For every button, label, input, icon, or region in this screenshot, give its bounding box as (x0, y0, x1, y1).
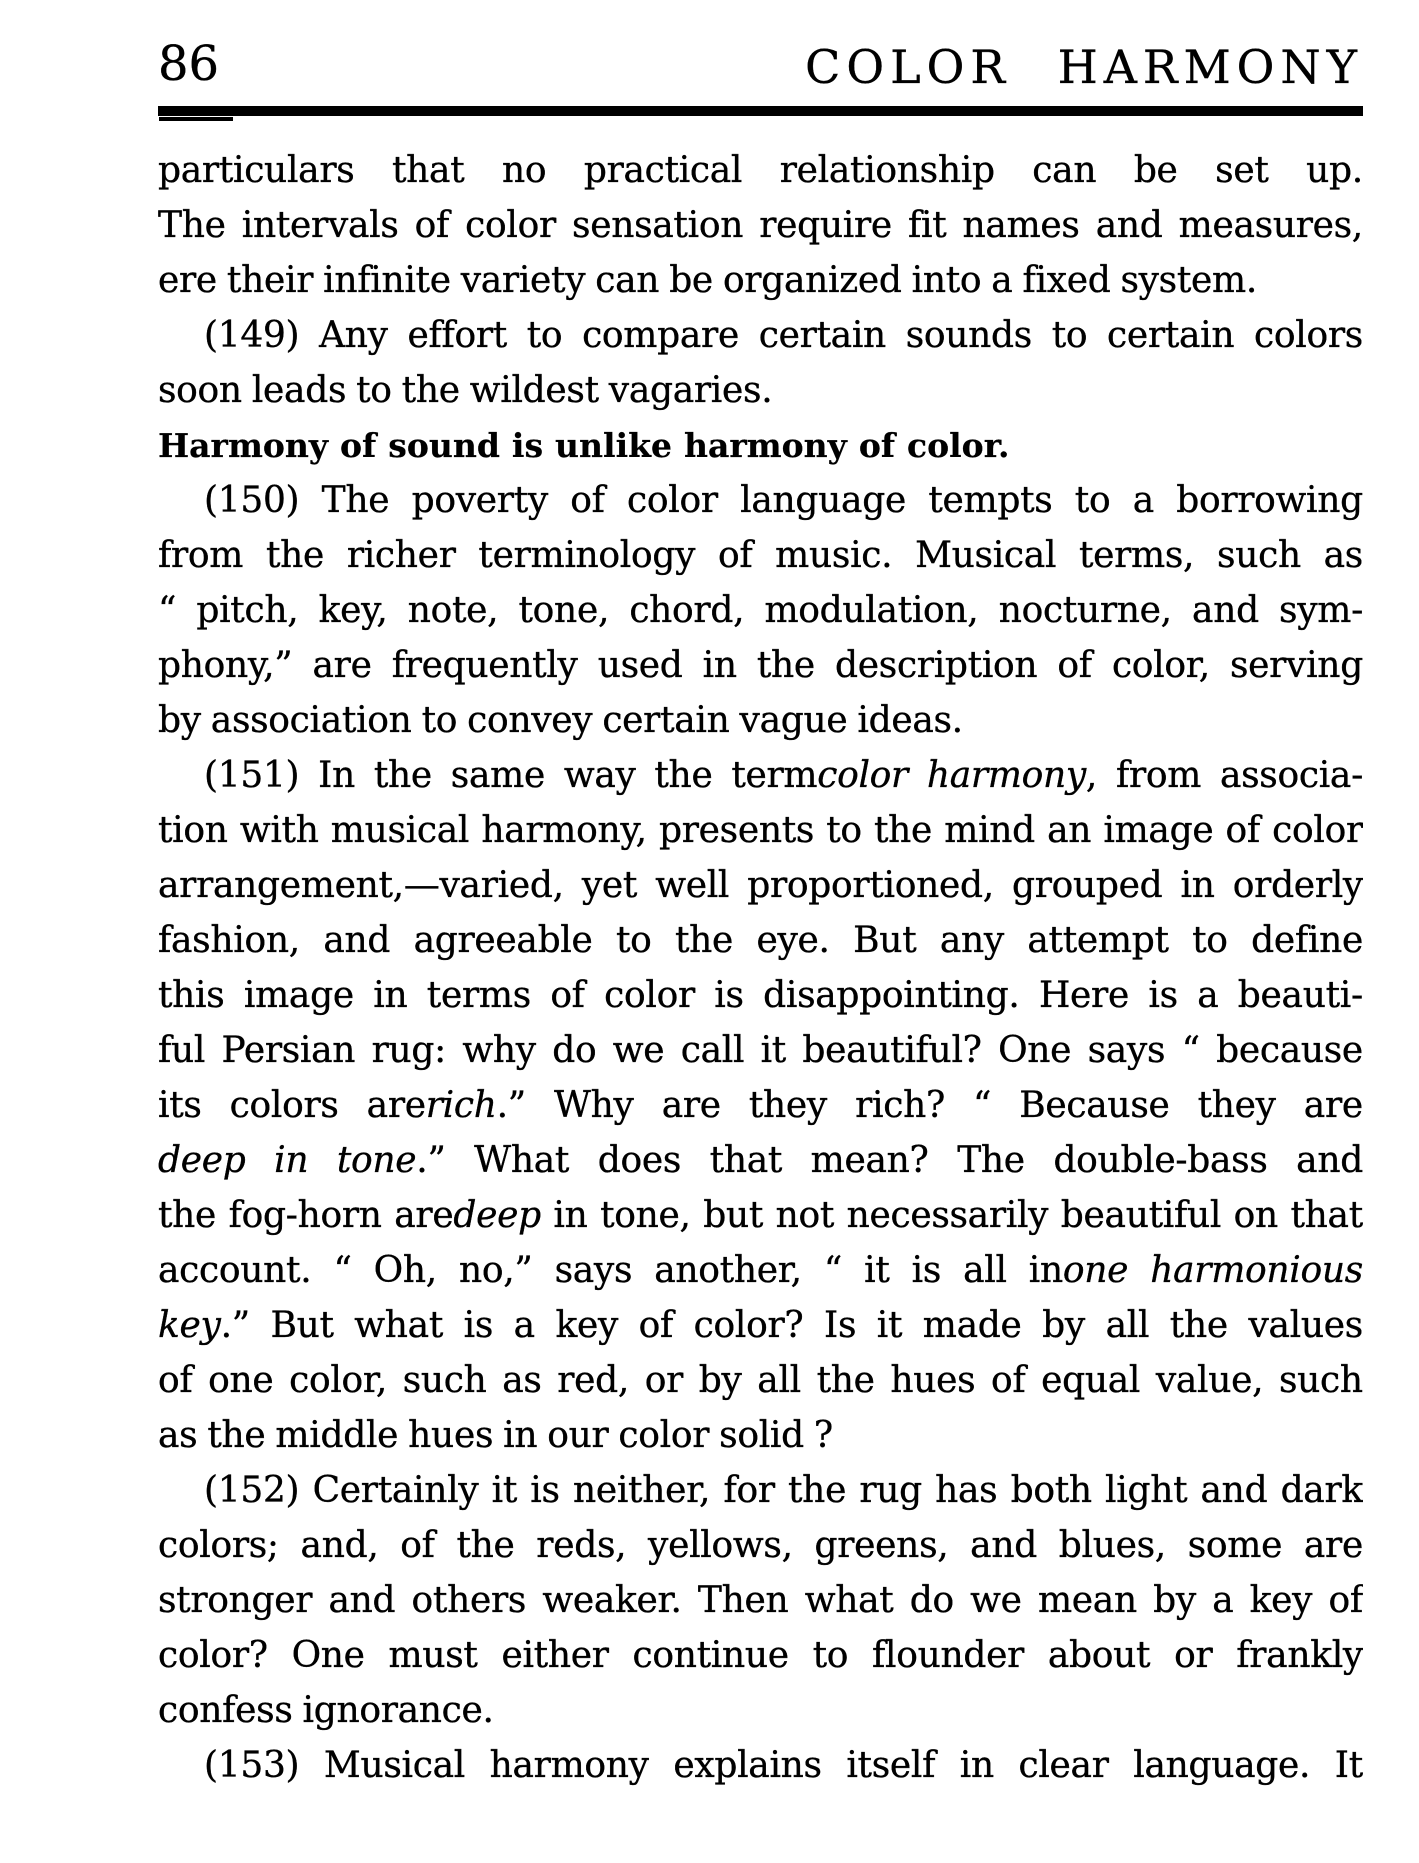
text-line: tion with musical harmony, presents to the mind an image of color (158, 810, 1363, 851)
text-line: The intervals of color sensation require fit names and measures, (158, 205, 1363, 246)
text-line: phony,” are frequently used in the description of color, serving (158, 645, 1363, 686)
text-line: soon leads to the wildest vagaries. (158, 370, 773, 411)
text-line: (152) Certainly it is neither, for the rug has both light and dark (204, 1470, 1363, 1511)
text-line: its colors arerich.” Why are they rich? “ Because they are (158, 1085, 1363, 1126)
text-line: “ pitch, key, note, tone, chord, modulation, nocturne, and sym- (158, 590, 1363, 631)
text-line: stronger and others weaker. Then what do we mean by a key of (158, 1580, 1363, 1621)
text-line: confess ignorance. (158, 1690, 494, 1731)
text-line: this image in terms of color is disappointing. Here is a beauti- (158, 975, 1363, 1016)
text-line: the fog-horn aredeep in tone, but not necessarily beautiful on that (158, 1195, 1363, 1236)
text-line: from the richer terminology of music. Musical terms, such as (158, 535, 1363, 576)
text-line: deep in tone.” What does that mean? The double-bass and (158, 1140, 1363, 1181)
text-line: (149) Any effort to compare certain sounds to certain colors (204, 315, 1363, 356)
page-number: 86 (158, 36, 220, 92)
text-line: particulars that no practical relationship can be set up. (158, 150, 1363, 191)
text-line: key.” But what is a key of color? Is it made by all the values (158, 1305, 1363, 1346)
text-block (158, 143, 1363, 1793)
text-line: as the middle hues in our color solid ? (158, 1415, 833, 1456)
text-line: color? One must either continue to flounder about or frankly (158, 1635, 1363, 1676)
section-subheading: Harmony of sound is unlike harmony of color. (158, 426, 1010, 465)
text-line: ful Persian rug: why do we call it beautiful? One says “ because (158, 1030, 1363, 1071)
text-line: arrangement,—varied, yet well proportioned, grouped in orderly (158, 865, 1363, 906)
header-rule (158, 106, 1363, 116)
text-line: fashion, and agreeable to the eye. But any attempt to define (158, 920, 1363, 961)
text-line: account. “ Oh, no,” says another, “ it is all inone harmonious (158, 1250, 1363, 1291)
running-header-title: COLOR HARMONY (805, 40, 1363, 94)
header-rule-artifact (159, 117, 233, 121)
text-line: colors; and, of the reds, yellows, greens, and blues, some are (158, 1525, 1363, 1566)
text-line: of one color, such as red, or by all the hues of equal value, such (158, 1360, 1363, 1401)
text-line: (153) Musical harmony explains itself in clear language. It (204, 1745, 1363, 1786)
text-line: ere their infinite variety can be organized into a fixed system. (158, 260, 1258, 301)
text-line: by association to convey certain vague ideas. (158, 700, 963, 741)
text-line: (150) The poverty of color language tempts to a borrowing (204, 480, 1363, 521)
text-line: (151) In the same way the termcolor harmony, from associa- (204, 755, 1363, 796)
